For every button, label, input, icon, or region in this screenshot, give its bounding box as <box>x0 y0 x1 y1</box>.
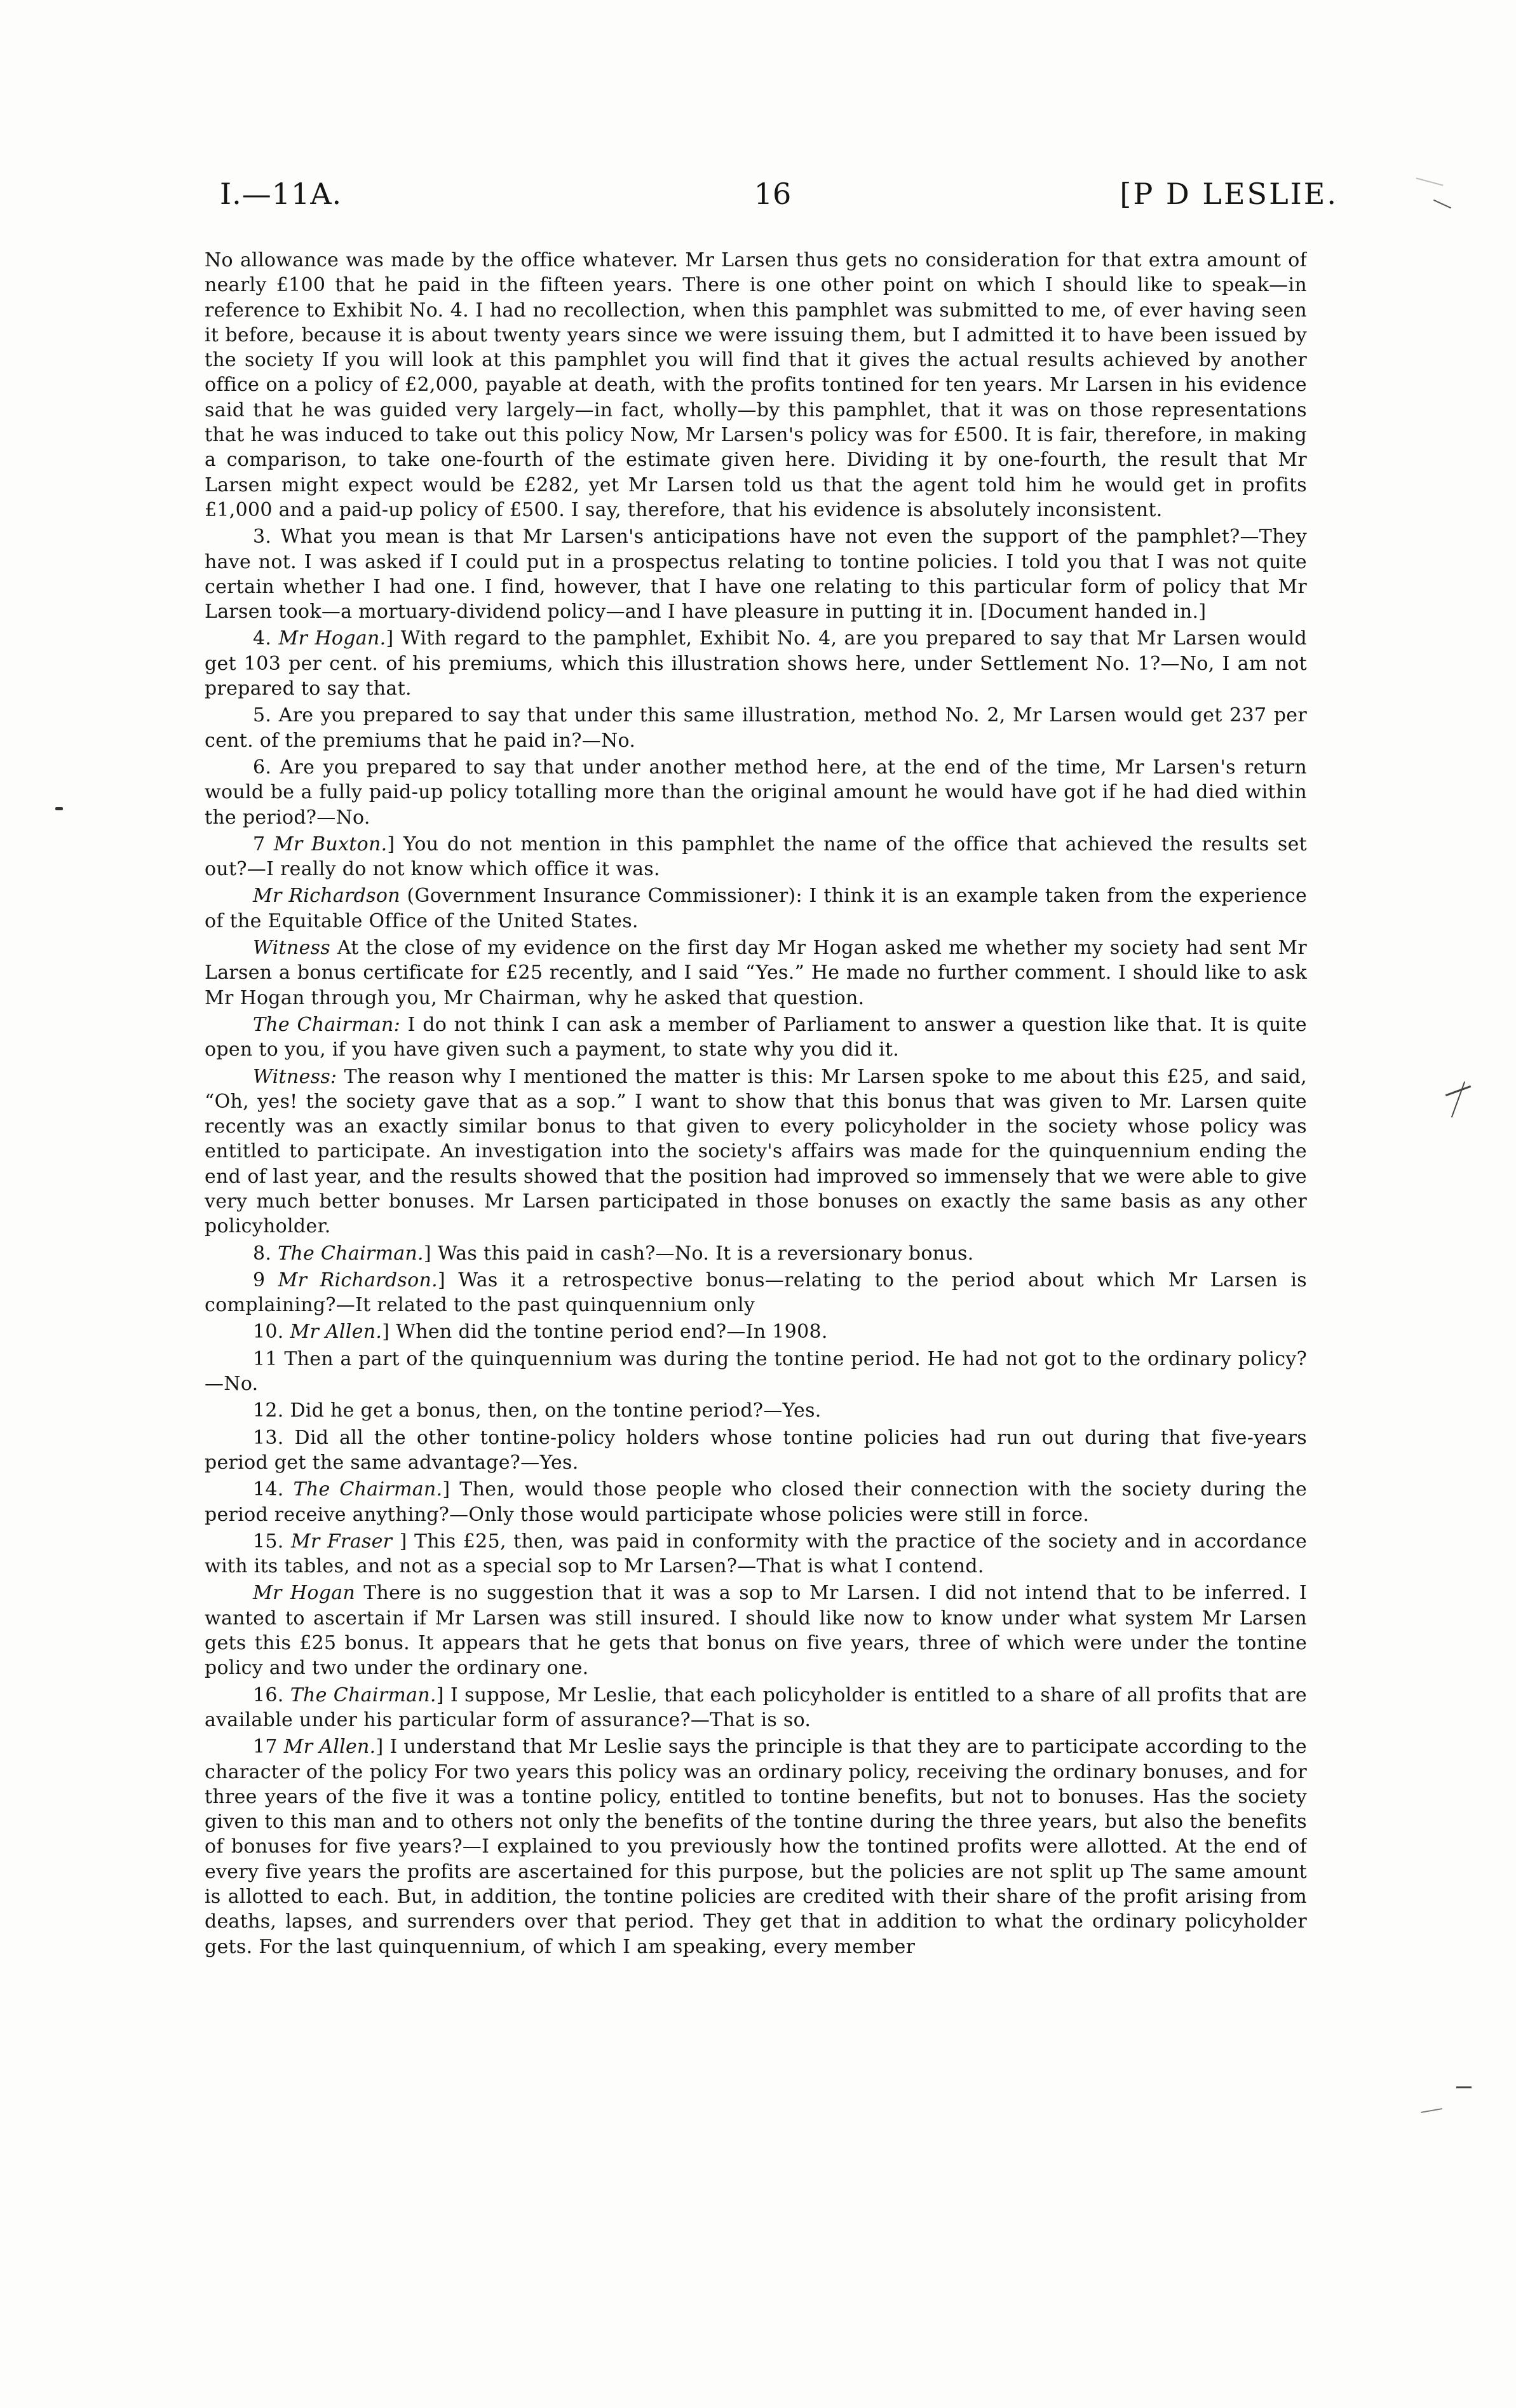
paragraph-text: 7 <box>253 833 274 855</box>
paragraph-text: ] Was this paid in cash?—No. It is a reversionary bonus. <box>423 1242 974 1265</box>
paragraph-text: 8. <box>253 1242 278 1265</box>
speaker-name: Mr Fraser <box>290 1530 393 1553</box>
speaker-name: Mr Richardson. <box>278 1269 438 1291</box>
paragraph-text: ] With regard to the pamphlet, Exhibit No. 4, are you prepared to say that Mr Larsen would get 103 per cent. of his premiums, which this illustration shows here, under Settlement No. 1?—No, I am not prepared to say that. <box>205 627 1307 700</box>
speaker-name: The Chairman: <box>253 1013 401 1036</box>
scan-mark <box>1416 177 1443 186</box>
scan-mark <box>1456 2086 1472 2088</box>
page-header <box>220 175 1338 226</box>
speaker-name: Mr Allen. <box>290 1321 382 1343</box>
paragraph <box>205 626 1307 701</box>
paragraph-text: At the close of my evidence on the first day Mr Hogan asked me whether my society had sent Mr Larsen a bonus certificate for £25 recently, and I said “Yes.” He made no further comment. I should like to ask Mr Hogan through you, Mr Chairman, why he asked that question. <box>205 937 1307 1009</box>
paragraph <box>205 1347 1307 1397</box>
paragraph-text: 5. Are you prepared to say that under this same illustration, method No. 2, Mr Larsen would get 237 per cent. of the premiums that he paid in?—No. <box>205 704 1307 752</box>
paragraph <box>205 832 1307 882</box>
paragraph-text: 10. <box>253 1321 290 1343</box>
paragraph <box>205 1477 1307 1527</box>
paragraph-text: ] When did the tontine period end?—In 1908. <box>382 1321 828 1343</box>
paragraph <box>205 935 1307 1010</box>
paragraph-text: 16. <box>253 1684 290 1706</box>
paragraph-text: There is no suggestion that it was a sop to Mr Larsen. I did not intend that to be inferred. I wanted to ascertain if Mr Larsen was still insured. I should like now to know under what system Mr Larsen gets this £25 bonus. It appears that he gets that bonus on five years, three of which were under the tontine policy and two under the ordinary one. <box>205 1582 1307 1680</box>
paragraph <box>205 248 1307 522</box>
paragraph-text: 14. <box>253 1478 294 1501</box>
speaker-name: Witness: <box>253 1065 337 1088</box>
speaker-name: Mr Allen. <box>283 1736 376 1758</box>
page-number: 16 <box>754 177 792 211</box>
document-reference: I.—11A. <box>220 177 342 211</box>
paragraph-text: ] I suppose, Mr Leslie, that each policyholder is entitled to a share of all profits that are available under his particular form of assurance?—That is so. <box>205 1684 1307 1731</box>
scan-mark <box>1451 1081 1465 1117</box>
speaker-name: Mr Hogan. <box>278 627 386 650</box>
paragraph <box>205 1683 1307 1733</box>
speaker-name: The Chairman. <box>290 1684 437 1706</box>
paragraph-text: 3. What you mean is that Mr Larsen's anticipations have not even the support of the pamphlet?—They have not. I was asked if I could put in a prospectus relating to tontine policies. I told you that I was not quite certain whether I had one. I find, however, that I have one relating to this particular form of policy that Mr Larsen took—a mortuary-dividend policy—and I have pleasure in putting it in. [Document handed in.] <box>205 526 1307 623</box>
paragraph-text: No allowance was made by the office whatever. Mr Larsen thus gets no consideration for that extra amount of nearly £100 that he paid in the fifteen years. There is one other point on which I should like to speak—in reference to Exhibit No. 4. I had no recollection, when this pamphlet was submitted to me, of ever having seen it before, because it is about twenty years since we were issuing them, but I admitted it to have been issued by the society If you will look at this pamphlet you will find that it gives the actual results achieved by another office on a policy of £2,000, payable at death, with the profits tontined for ten years. Mr Larsen in his evidence said that he was guided very largely—in fact, wholly—by this pamphlet, that it was on those representations that he was induced to take out this policy Now, Mr Larsen's policy was for £500. It is fair, therefore, in making a comparison, to take one-fourth of the estimate given here. Dividing it by one-fourth, the result that Mr Larsen might expect would be £282, yet Mr Larsen told us that the agent told him he would get in profits £1,000 and a paid-up policy of £500. I say, therefore, that his evidence is absolutely inconsistent. <box>205 249 1307 521</box>
scan-mark <box>1433 200 1451 208</box>
paragraph-text: 11 Then a part of the quinquennium was during the tontine period. He had not got to the ordinary policy?—No. <box>205 1347 1307 1396</box>
paragraph-text: ] Then, would those people who closed their connection with the society during the period receive anything?—Only those would participate whose policies were still in force. <box>205 1478 1307 1526</box>
paragraph <box>205 1065 1307 1239</box>
paragraph-text: 6. Are you prepared to say that under another method here, at the end of the time, Mr Larsen's return would be a fully paid-up policy totalling more than the original amount he would have got if he had died within the period?—No. <box>205 756 1307 829</box>
paragraph-text: 9 <box>253 1269 278 1291</box>
paragraph <box>205 1425 1307 1476</box>
speaker-name: Witness <box>253 937 330 960</box>
paragraph <box>205 1241 1307 1266</box>
speaker-name: The Chairman. <box>278 1242 424 1265</box>
paragraph <box>205 883 1307 934</box>
paragraph <box>205 1012 1307 1063</box>
witness-name-header: [P D LESLIE. <box>1120 177 1338 211</box>
paragraph <box>205 755 1307 830</box>
scan-mark <box>1421 2108 1442 2113</box>
paragraph <box>205 703 1307 753</box>
paragraph-text: 17 <box>253 1736 284 1758</box>
paragraph <box>205 1529 1307 1579</box>
document-body <box>205 248 1307 2371</box>
paragraph <box>205 1319 1307 1344</box>
speaker-name: Mr Buxton. <box>273 833 388 855</box>
speaker-name: Mr Hogan <box>253 1582 356 1605</box>
paragraph-text: ] This £25, then, was paid in conformity with the practice of the society and in accordance with its tables, and not as a special sop to Mr Larsen?—That is what I contend. <box>205 1530 1307 1578</box>
speaker-name: Mr Richardson <box>253 885 400 908</box>
paragraph <box>205 1581 1307 1680</box>
paragraph <box>205 1734 1307 1959</box>
paragraph-text: ] You do not mention in this pamphlet the name of the office that achieved the results set out?—I really do not know which office it was. <box>205 833 1307 881</box>
paragraph-text: (Government Insurance Commissioner): I think it is an example taken from the experience of the Equitable Office of the United States. <box>205 885 1307 932</box>
paragraph <box>205 1268 1307 1318</box>
paragraph-text: The reason why I mentioned the matter is this: Mr Larsen spoke to me about this £25, and said, “Oh, yes! the society gave that as a sop.” I want to show that this bonus that was given to Mr. Larsen quite recently was an exactly similar bonus to that given to every policyholder in the society whose policy was entitled to participate. An investigation into the society's affairs was made for the quinquennium ending the end of last year, and the results showed that the position had improved so immensely that we were able to give very much better bonuses. Mr Larsen participated in those bonuses on exactly the same basis as any other policyholder. <box>205 1065 1307 1238</box>
paragraph <box>205 524 1307 624</box>
paragraph-text: ] I understand that Mr Leslie says the principle is that they are to participate according to the character of the policy For two years this policy was an ordinary policy, receiving the ordinary bonuses, and for three years of the five it was a tontine policy, entitled to tontine benefits, but not to bonuses. Has the society given to this man and to others not only the benefits of the tontine during the three years, but also the benefits of bonuses for five years?—I explained to you previously how the tontined profits were allotted. At the end of every five years the profits are ascertained for this purpose, but the policies are not split up The same amount is allotted to each. But, in addition, the tontine policies are credited with their share of the profit arising from deaths, lapses, and surrenders over that period. They get that in addition to what the ordinary policyholder gets. For the last quinquennium, of which I am speaking, every member <box>205 1736 1307 1958</box>
paragraph-text: 15. <box>253 1530 291 1553</box>
paragraph-text: 12. Did he get a bonus, then, on the tontine period?—Yes. <box>253 1399 822 1422</box>
speaker-name: The Chairman. <box>293 1478 443 1501</box>
paragraph-text: 13. Did all the other tontine-policy holders whose tontine policies had run out during that five-years period get the same advantage?—Yes. <box>205 1426 1307 1474</box>
paragraph <box>205 1398 1307 1423</box>
scan-mark <box>55 807 63 810</box>
scan-mark <box>1445 1085 1471 1096</box>
paragraph-text: 4. <box>253 627 279 650</box>
paragraph-text: ] Was it a retrospective bonus—relating to the period about which Mr Larsen is complaining?—It related to the past quinquennium only <box>205 1269 1307 1317</box>
paragraph-text: I do not think I can ask a member of Parliament to answer a question like that. It is quite open to you, if you have given such a payment, to state why you did it. <box>205 1013 1307 1061</box>
